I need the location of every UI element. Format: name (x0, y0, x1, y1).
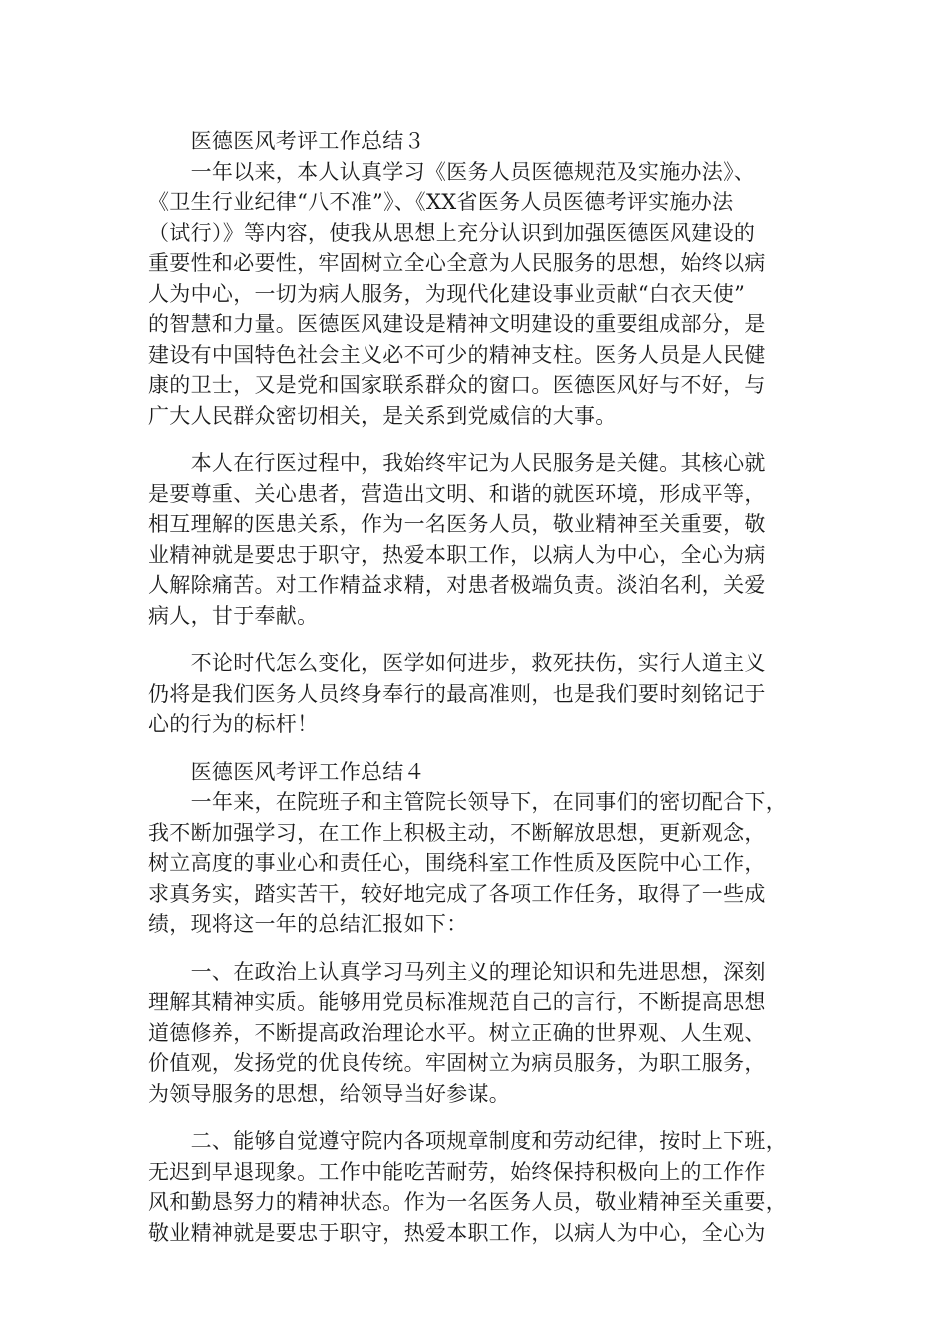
paragraph-line: 是要尊重、关心患者，营造出文明、和谐的就医环境，形成平等， (148, 481, 766, 506)
paragraph-line: 价值观，发扬党的优良传统。牢固树立为病员服务，为职工服务， (148, 1051, 766, 1075)
paragraph-line: 风和勤恳努力的精神状态。作为一名医务人员，敬业精神至关重要， (148, 1190, 787, 1214)
paragraph-line: 为领导服务的思想，给领导当好参谋。 (148, 1081, 511, 1106)
paragraph-line: 《卫生行业纪律“八不准”》、《XX省医务人员医德考评实施办法 (148, 190, 734, 214)
paragraph-line: 一、在政治上认真学习马列主义的理论知识和先进思想，深刻 (148, 959, 766, 984)
paragraph-line: 重要性和必要性，牢固树立全心全意为人民服务的思想，始终以病 (148, 251, 766, 275)
section-4-paragraph-1 (148, 787, 820, 940)
paragraph-line: 广大人民群众密切相关，是关系到党威信的大事。 (148, 403, 617, 428)
paragraph-gap (148, 1109, 820, 1126)
paragraph-gap (148, 940, 820, 957)
paragraph-line: 本人在行医过程中，我始终牢记为人民服务是关健。其核心就 (148, 451, 766, 475)
paragraph-line: 理解其精神实质。能够用党员标准规范自己的言行，不断提高思想 (148, 990, 766, 1014)
section-4-title: 医德医风考评工作总结４ (190, 759, 425, 784)
paragraph-gap (148, 431, 820, 448)
paragraph-line: 业精神就是要忠于职守，热爱本职工作，以病人为中心，全心为病 (148, 542, 766, 567)
paragraph-line: 道德修养，不断提高政治理论水平。树立正确的世界观、人生观、 (148, 1020, 766, 1045)
section-4-paragraph-2 (148, 957, 820, 1110)
section-3-paragraph-3 (148, 648, 820, 740)
section-3-paragraph-1 (148, 157, 820, 432)
paragraph-line: 我不断加强学习，在工作上积极主动，不断解放思想，更新观念， (148, 820, 766, 845)
paragraph-line: 的智慧和力量。医德医风建设是精神文明建设的重要组成部分，是 (148, 312, 766, 336)
paragraph-line: 康的卫士，又是党和国家联系群众的窗口。医德医风好与不好，与 (148, 373, 766, 397)
paragraph-line: 病人，甘于奉献。 (148, 603, 319, 628)
paragraph-line: 一年来，在院班子和主管院长领导下，在同事们的密切配合下， (148, 790, 787, 814)
paragraph-line: 心的行为的标杆！ (148, 712, 319, 736)
paragraph-line: 人为中心，一切为病人服务，为现代化建设事业贡献“白衣天使” (148, 281, 746, 306)
section-3-title: 医德医风考评工作总结３ (190, 129, 425, 153)
paragraph-line: （试行）》等内容，使我从思想上充分认识到加强医德医风建设的 (148, 220, 756, 245)
paragraph-line: 求真务实，踏实苦干，较好地完成了各项工作任务，取得了一些成 (148, 881, 766, 906)
paragraph-line: 二、能够自觉遵守院内各项规章制度和劳动纪律，按时上下班， (148, 1129, 787, 1153)
paragraph-line: 不论时代怎么变化，医学如何进步，救死扶伤，实行人道主义 (148, 651, 766, 675)
paragraph-line: 无迟到早退现象。工作中能吃苦耐劳，始终保持积极向上的工作作 (148, 1159, 766, 1184)
paragraph-line: 绩，现将这一年的总结汇报如下： (148, 912, 468, 936)
paragraph-gap (148, 631, 820, 648)
paragraph-line: 人解除痛苦。对工作精益求精，对患者极端负责。淡泊名利，关爱 (148, 573, 766, 597)
paragraph-line: 建设有中国特色社会主义必不可少的精神支柱。医务人员是人民健 (148, 342, 766, 367)
paragraph-line: 相互理解的医患关系，作为一名医务人员，敬业精神至关重要，敬 (148, 512, 766, 536)
paragraph-line: 一年以来，本人认真学习《医务人员医德规范及实施办法》、 (148, 159, 756, 184)
paragraph-line: 树立高度的事业心和责任心，围绕科室工作性质及医院中心工作， (148, 851, 766, 875)
section-3-paragraph-2 (148, 448, 820, 631)
paragraph-line: 仍将是我们医务人员终身奉行的最高准则，也是我们要时刻铭记于 (148, 681, 766, 706)
document-page (148, 126, 820, 1248)
paragraph-line: 敬业精神就是要忠于职守，热爱本职工作，以病人为中心，全心为 (148, 1220, 766, 1245)
section-4-paragraph-3 (148, 1126, 820, 1248)
paragraph-gap (148, 740, 820, 757)
